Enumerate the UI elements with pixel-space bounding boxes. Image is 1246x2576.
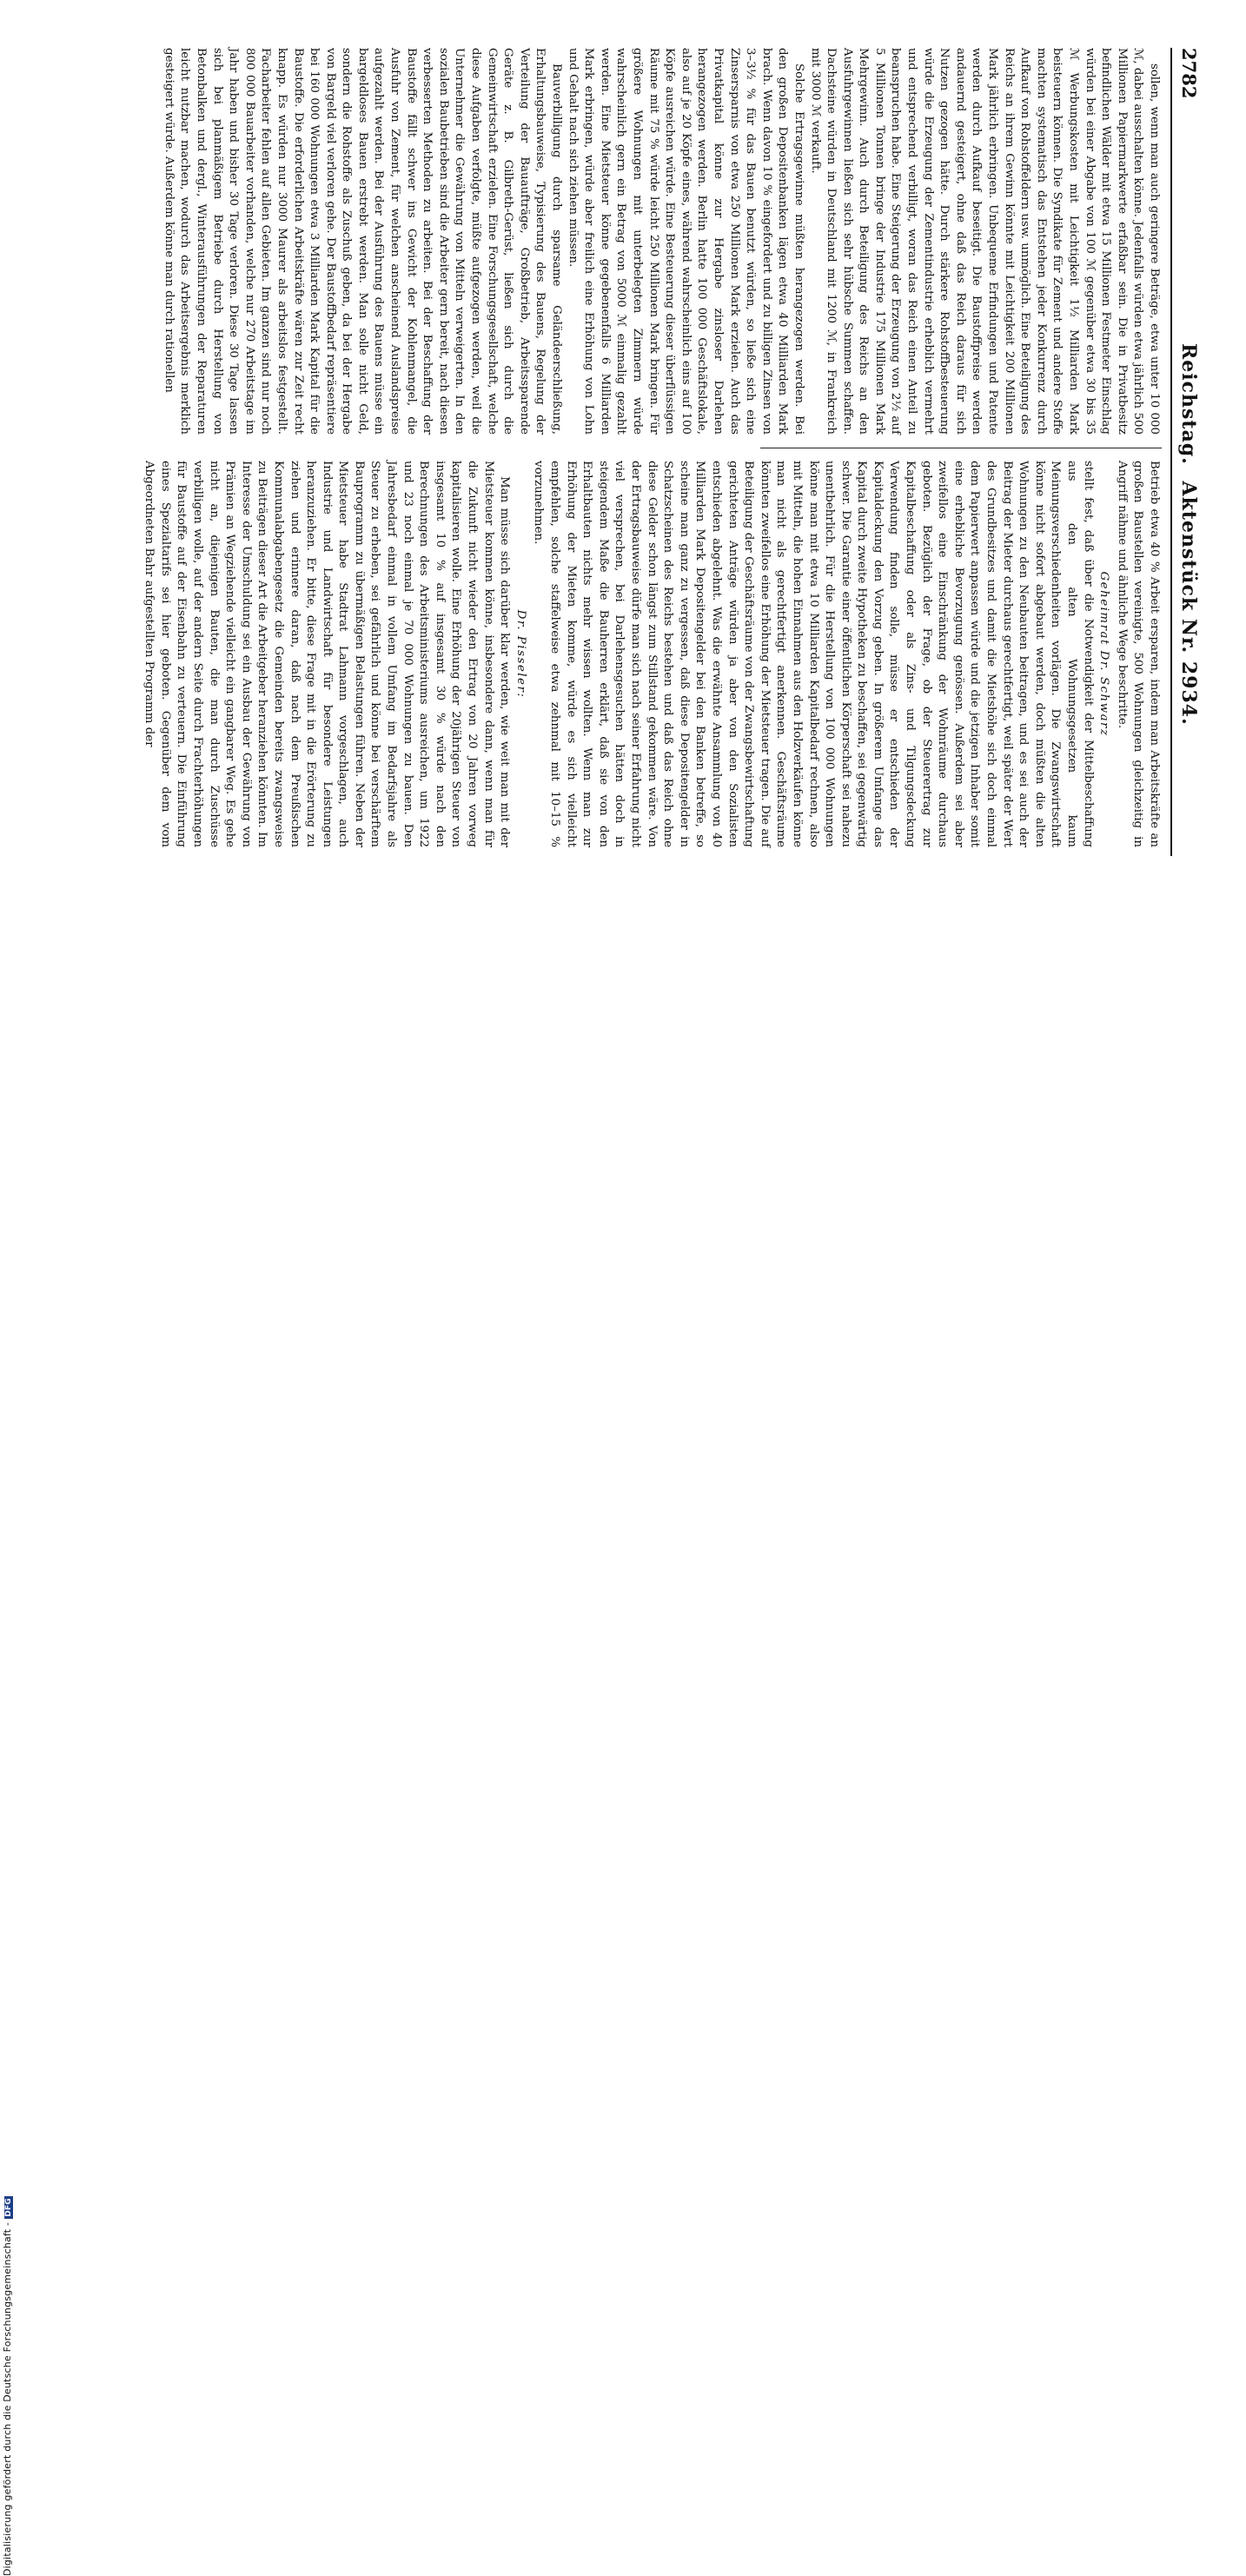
digitization-footer [0, 869, 17, 2576]
speaker-name-pisseler: Dr. Pisseler: [514, 609, 527, 699]
header-document: Aktenstück Nr. 2934. [1177, 481, 1200, 726]
right-column [141, 461, 1162, 847]
speaker-name-schwarz: Geheimrat Dr. Schwarz [1097, 571, 1111, 737]
left-paragraph-1: sollen, wenn man auch geringere Beträge, etwa unter 10 000 ℳ, dabei ausschalten könne. Jedenfalls würden etwa jährlich 500 Millionen Papiermarkwerte erfaßbar sein. Die in Privatbesitz befindlichen Wälder mit etwa 15 Millionen Festmeter Einschlag würden bei einer Abgabe von 100 ℳ gegenüber etwa 30 bis 35 ℳ Werbungskosten mit Leichtigkeit 1½ Milliarden Mark beisteuern können. Die Syndikate für Zement und andere Stoffe machten systematisch das Entstehen jeder Konkurrenz durch Aufkauf von Rohstoffeldern usw. unmöglich. Eine Beteiligung des Reichs an ihrem Gewinn könnte mit Leichtigkeit 200 Millionen Mark jährlich erbringen. Unbequeme Erfindungen und Patente werden durch Aufkauf beseitigt. Die Baustoffpreise werden andauernd gesteigert, ohne daß das Reich daraus für sich Nutzen gezogen hätte. Durch stärkere Rohstoffbesteuerung würde die Erzeugung der Zementindustrie erheblich vermehrt und entsprechend verbilligt, woran das Reich einen Anteil zu beanspruchen habe. Eine Steigerung der Erzeugung von 2½ auf 5 Millionen Tonnen bringe der Industrie 175 Millionen Mark Mehrgewinn. Auch durch Beteiligung des Reichs an den Ausfuhrgewinnen ließen sich sehr hübsche Summen schaffen. Dachsteine würden in Deutschland mit 1200 ℳ, in Frankreich mit 3000 ℳ verkauft. [808, 48, 1161, 435]
rotated-page-sheet [74, 48, 1203, 856]
footer-text [2, 1716, 16, 2576]
right-paragraph-1: Betrieb etwa 40 % Arbeit ersparen, indem man Arbeitskräfte an großen Baustellen vereinigte, 500 Wohnungen gleichzeitig in Angriff nähme und ähnliche Wege beschritte. [1115, 461, 1161, 847]
page-header [1170, 48, 1203, 856]
footer-credit: Digitalisierung gefördert durch die Deutsche Forschungsgemeinschaft - [2, 2221, 13, 2576]
right-paragraph-2: stellt fest, daß über die Notwendigkeit der Mittelbeschaffung aus den alten Wohnungsgesetzen kaum Meinungsverschiedenheiten vorlägen. Die Zwangswirtschaft könne nicht sofort abgebaut werden, doch müßten die alten Wohnungen zu den Neubauten beitragen, und es sei auch der Beitrag der Mieter durchaus gerechtfertigt, weil später der Wert des Grundbesitzes und damit die Mietshöhe sich doch einmal dem Papierwert anpassen würde und die jetzigen Inhaber somit eine erhebliche Bevorzugung genössen. Außerdem sei aber zweifellos eine Einschränkung der Wohnräume durchaus geboten. Bezüglich der Frage, ob der Steuerertrag zur Kapitalbeschaffung oder als Zins- und Tilgungsdeckung Verwendung finden solle, müsse er entschieden der Kapitaldeckung den Vorzug geben. In größerem Umfange das Kapital durch zweite Hypotheken zu beschaffen, sei gegenwärtig schwer. Die Garantie einer öffentlichen Körperschaft sei nahezu unentbehrlich. Für die Herstellung von 100 000 Wohnungen könne man mit etwa 10 Milliarden Kapitalbedarf rechnen, also mit Mitteln, die hohen Einnahmen aus den Holzverkäufen könne man nicht als gerechtfertigt anerkennen. Geschäftsräume könnten zweifellos eine Erhöhung der Mietsteuer tragen. Die auf Beteiligung der Geschäftsräume von der Zwangsbewirtschaftung gerichteten Anträge würden ja aber von den Sozialisten entschieden abgelehnt. Was die erwähnte Ansammlung von 40 Milliarden Mark Depositengelder bei den Banken betreffe, so scheine man ganz zu vergessen, daß diese Depositengelder in Schatzscheinen des Reichs bestehen und daß das Reich ohne diese Gelder schon längst zum Stillstand gekommen wäre. Von der Ertragsbauweise dürfe man sich nach seiner Erfahrung nicht viel versprechen, bei Darlehensgesuchen hätten doch in steigendem Maße die Bauherren erklärt, daß sie von den Erhaltbauten nichts mehr wissen wollten. Wenn man zur Erhöhung der Mieten komme, würde es sich vielleicht empfehlen, solche staffelweise etwa zehnmal mit 10–15 % vorzunehmen. [532, 461, 1095, 847]
left-paragraph-3: Bauverbilligung durch sparsame Geländeerschließung, Erhaltungsbauweise, Typisierung des Bauens, Regelung der Verteilung der Bauaufträge, Großbetrieb, Arbeitssparende Geräte z. B. Gilbreth-Gerüst, ließen sich durch die Gemeinwirtschaft erzielen. Eine Forschungsgesellschaft, welche diese Aufgaben verfolgte, müßte aufgezogen werden, weil die Unternehmer die Gewährung von Mitteln verweigerten. In den sozialen Baubetrieben sind die Arbeiter gern bereit, nach diesen verbesserten Methoden zu arbeiten. Bei der Beschaffung der Baustoffe fällt schwer ins Gewicht der Kohlenmangel, die Ausfuhr von Zement, für welchen anscheinend Auslandspreise aufgezahlt werden. Bei der Ausführung des Bauens müsse ein bargeldloses Bauen erstrebt werden. Man solle nicht Geld, sondern die Rohstoffe als Zuschuß geben, da bei der Hergabe von Bargeld viel verloren gehe. Der Baustoffbedarf repräsentiere bei 160 000 Wohnungen etwa 3 Milliarden Mark Kapital für die Baustoffe. Die erforderlichen Arbeitskräfte wären zur Zeit recht knapp. Es würden nur 3000 Maurer als arbeitslos festgestellt. Facharbeiter fehlen auf allen Gebieten. Im ganzen sind nur noch 800 000 Bauarbeiter vorhanden, welche nur 270 Arbeitstage im Jahr haben und bisher 30 Tage verloren. Diese 30 Tage lassen sich bei planmäßigem Betriebe durch Herstellung von Betonbalken und dergl., Winterausführungen der Reparaturen leicht nutzbar machen, wodurch das Arbeitsergebnis merklich gesteigert würde. Außerdem könne man durch rationellen [162, 48, 564, 435]
header-title: Reichstag. [1177, 343, 1200, 465]
left-column [160, 48, 1162, 435]
right-paragraph-3: Man müsse sich darüber klar werden, wie weit man mit der Mietsteuer kommen könne, insbesondere dann, wenn man für die Zukunft nicht wieder den Ertrag von 20 Jahren vorweg kapitalisieren wolle. Eine Erhöhung der 20jährigen Steuer von insgesamt 10 % auf insgesamt 30 % würde nach den Berechnungen des Arbeitsministeriums ausreichen, um 1922 und 23 noch einmal je 70 000 Wohnungen zu bauen. Den Jahresbedarf einmal in vollem Umfang im Bedarfsjahre als Steuer zu erheben, sei gefährlich und könne bei verschärftem Bauprogramm zu übermäßigen Belastungen führen. Neben der Mietsteuer habe Stadtrat Lahmann vorgeschlagen, auch Industrie und Landwirtschaft für besondere Leistungen heranzuziehen. Er bitte, diese Frage mit in die Erörterung zu ziehen und erinnere daran, daß nach dem Preußischen Kommunalabgabengesetz die Gemeinden bereits zwangsweise zu Beiträgen dieser Art die Arbeitgeber heranziehen könnten. Im Interesse der Umschuldung sei ein Ausbau der Gewährung von Prämien an Wegziehende vielleicht ein gangbarer Weg. Es gehe nicht an, diejenigen Bauten, die man durch Zuschüsse verbilligen wolle, auf der andern Seite durch Frachterhöhungen für Baustoffe auf der Eisenbahn zu verteuern. Die Einführung eines Spezialtarifs sei hier geboten. Gegenüber dem vom Abgeordneten Bahr aufgestellten Programm der [142, 461, 512, 847]
page-number: 2782 [1178, 48, 1200, 99]
dfg-logo: DFG [4, 2198, 13, 2217]
left-paragraph-2: Solche Ertragsgewinne müßten herangezogen werden. Bei den großen Depositenbanken lägen etwa 40 Milliarden Mark brach. Wenn davon 10 % eingefordert und zu billigen Zinsen von 3–3½ % für das Bauen benutzt würden, so ließe sich eine Zinsersparnis von etwa 250 Millionen Mark erzielen. Auch das Privatkapital könne zur Hergabe zinsloser Darlehen herangezogen werden. Berlin hatte 100 000 Geschäftslokale, also auf je 20 Köpfe eines, während wahrscheinlich eins auf 100 Köpfe ausreichen würde. Eine Besteuerung dieser überflüssigen Räume mit 75 % würde leicht 250 Millionen Mark bringen. Für größere Wohnungen mit unterbelegten Zimmern würde wahrscheinlich gern ein Betrag von 5000 ℳ einmalig gezahlt werden. Eine Mietsteuer könne gegebenenfalls 6 Milliarden Mark erbringen, würde aber freilich eine Erhöhung von Lohn und Gehalt nach sich ziehen müssen. [566, 48, 805, 435]
page-heading [1177, 343, 1200, 734]
